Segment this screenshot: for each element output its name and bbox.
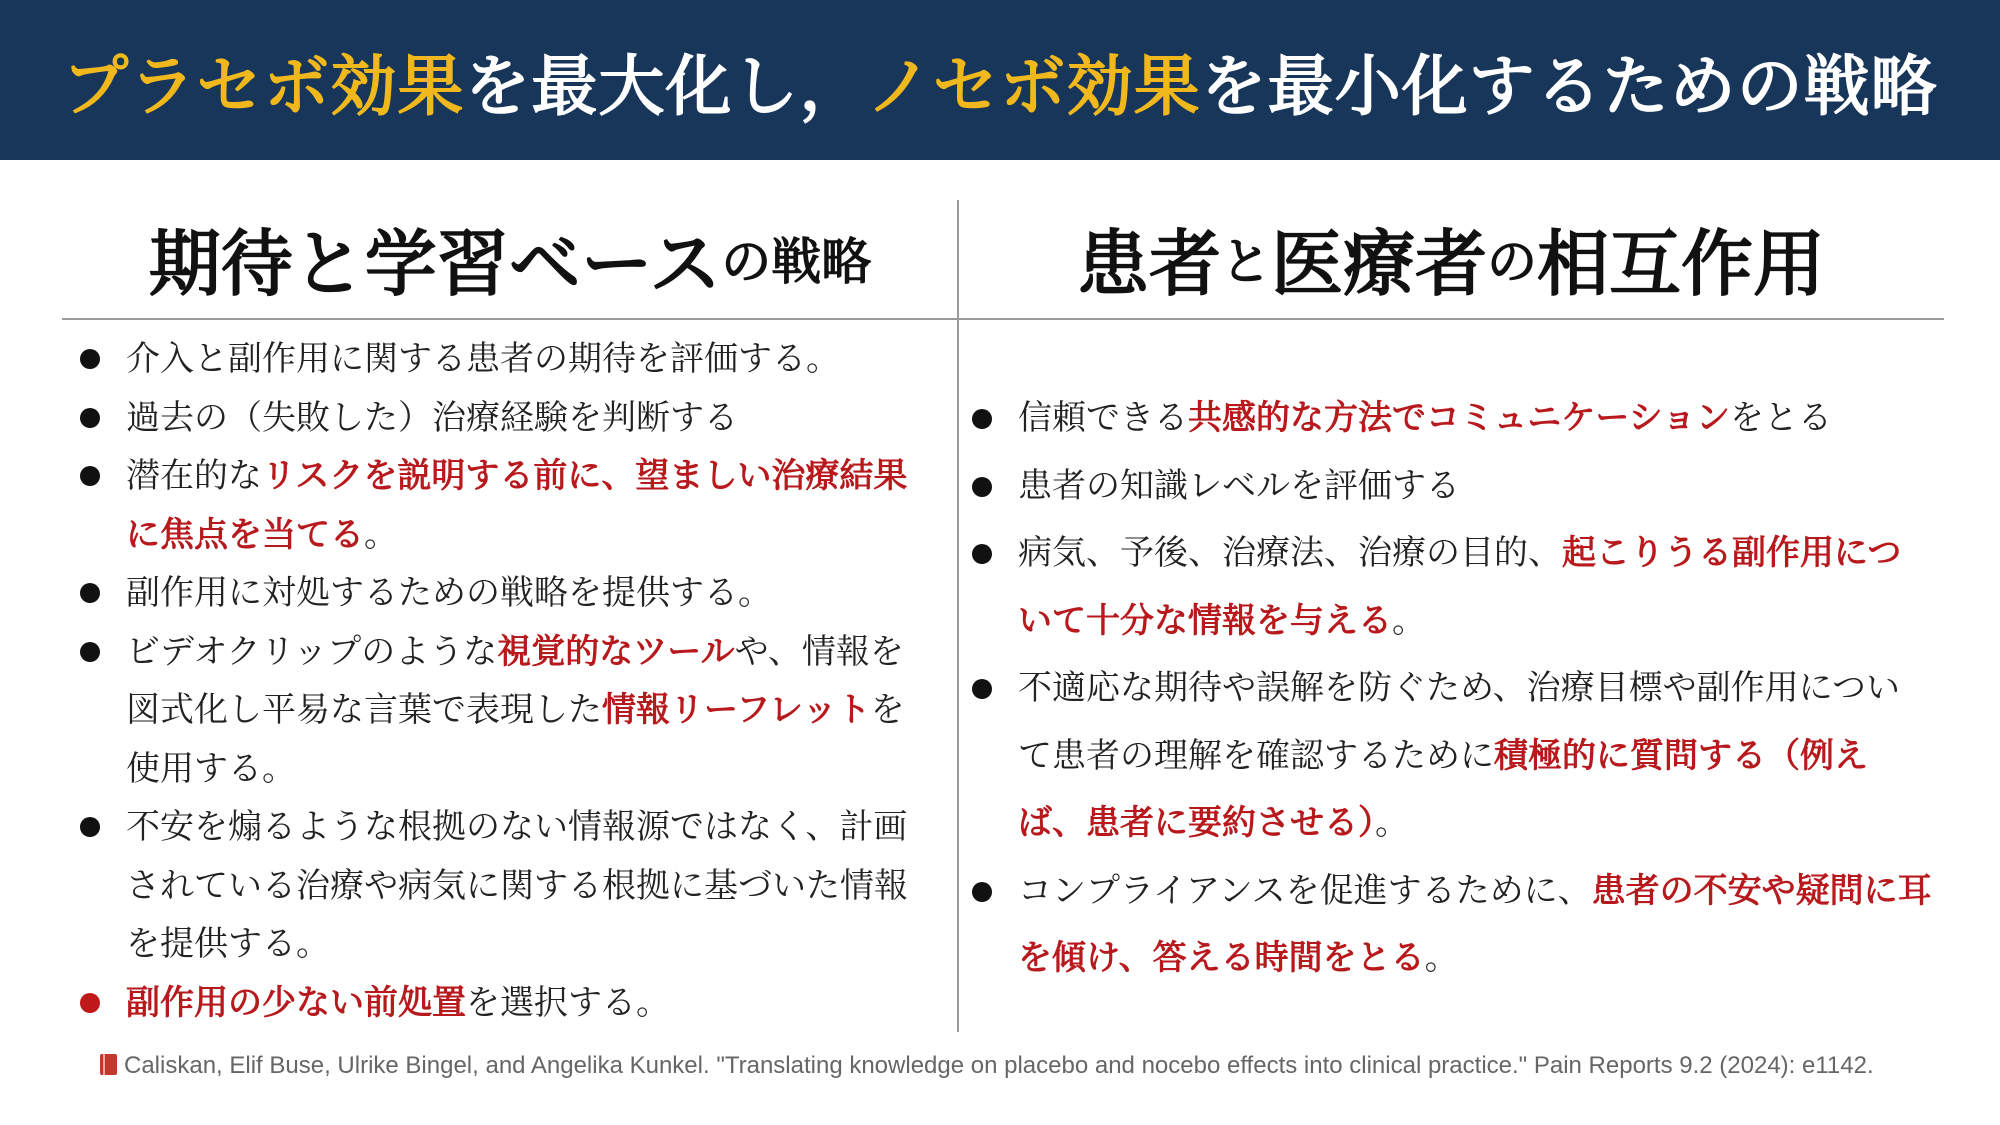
item-text: や、情報を図式化し平易な言葉で表現した — [126, 631, 904, 730]
right-heading-of: の — [1487, 233, 1537, 291]
list-item — [972, 520, 1932, 655]
list-item — [80, 798, 920, 974]
item-text: ビデオクリップのような — [126, 631, 498, 672]
left-bullet-list — [80, 330, 920, 1032]
item-text: コンプライアンスを促進するために、 — [1018, 870, 1592, 911]
item-text: 信頼できる — [1018, 398, 1188, 438]
list-item — [80, 447, 920, 564]
item-text: 介入と副作用に関する患者の期待を評価する。 — [126, 339, 840, 379]
bullet-icon — [80, 993, 100, 1013]
bullet-icon — [972, 882, 992, 902]
right-heading-provider: 医療者 — [1270, 222, 1487, 306]
item-text: 。 — [1375, 803, 1409, 843]
item-text: 過去の（失敗した）治療経験を判断する — [126, 397, 738, 438]
list-item — [80, 623, 920, 799]
list-item — [972, 858, 1932, 993]
bullet-icon — [972, 477, 992, 497]
list-item — [80, 330, 920, 389]
left-column-heading — [62, 208, 958, 308]
item-text: 不安を煽るような根拠のない情報源ではなく、計画されている治療や病気に関する根拠に基づいた情報を提供する。 — [126, 807, 908, 964]
item-text: 副作用に対処するための戦略を提供する。 — [126, 573, 772, 613]
right-column-heading — [958, 208, 1944, 308]
title-banner — [0, 0, 2000, 160]
bullet-icon — [972, 679, 992, 699]
item-emphasis: 共感的な方法でコミュニケーション — [1188, 398, 1730, 438]
item-emphasis: 患者の不安や疑問に耳を傾け、答える時間をとる — [1018, 870, 1932, 978]
item-text: 病気、予後、治療法、治療の目的、 — [1018, 533, 1562, 573]
item-text: を使用する。 — [126, 690, 905, 789]
title-part-minimize: を最小化するための戦略 — [1200, 47, 1938, 125]
bullet-icon — [80, 408, 100, 428]
title-part-maximize: を最大化し， — [464, 47, 867, 125]
bullet-icon — [80, 583, 100, 603]
item-emphasis: 起こりうる副作用について十分な情報を与える — [1018, 533, 1902, 641]
bullet-icon — [972, 544, 992, 564]
book-icon — [100, 1054, 117, 1075]
right-heading-patient: 患者 — [1076, 222, 1221, 306]
bullet-icon — [80, 817, 100, 837]
item-text: 潜在的な — [126, 456, 262, 496]
item-emphasis: 積極的に質問する（例えば、患者に要約させる） — [1018, 735, 1868, 843]
bullet-icon — [972, 409, 992, 429]
left-heading-suffix: の戦略 — [721, 233, 872, 291]
list-item — [972, 655, 1932, 858]
item-emphasis: リスクを説明する前に、望ましい治療結果に焦点を当てる — [126, 456, 908, 555]
vertical-divider — [957, 200, 959, 1032]
list-item — [80, 974, 920, 1033]
list-item — [80, 389, 920, 448]
item-text: 患者の知識レベルを評価する — [1018, 465, 1460, 506]
right-heading-interaction: 相互作用 — [1537, 222, 1826, 306]
right-heading-and: と — [1220, 233, 1271, 291]
item-emphasis: 副作用の少ない前処置 — [126, 982, 466, 1023]
left-heading-main: 期待と学習ベース — [148, 222, 722, 306]
bullet-icon — [80, 642, 100, 662]
bullet-icon — [80, 349, 100, 369]
item-emphasis: 視覚的なツール — [497, 631, 735, 672]
horizontal-divider — [62, 318, 1944, 320]
list-item — [80, 564, 920, 623]
list-item — [972, 385, 1932, 453]
title-part-placebo: プラセボ効果 — [62, 47, 465, 125]
item-text: 。 — [364, 514, 398, 555]
right-bullet-list — [972, 385, 1932, 993]
item-text: 。 — [1392, 600, 1426, 641]
item-text: 。 — [1424, 938, 1459, 978]
item-text: を選択する。 — [466, 982, 670, 1023]
item-text: 不適応な期待や誤解を防ぐため、治療目標や副作用について患者の理解を確認するために — [1018, 668, 1900, 776]
title-part-nocebo: ノセボ効果 — [866, 47, 1201, 125]
item-text: をとる — [1729, 398, 1832, 438]
item-emphasis: 情報リーフレット — [602, 690, 871, 730]
bullet-icon — [80, 466, 100, 486]
citation-text: Caliskan, Elif Buse, Ulrike Bingel, and Angelika Kunkel. "Translating knowledge on placebo and nocebo effects into clinical practice." Pain Reports 9.2 (2024): e1142. — [124, 1052, 1874, 1079]
list-item — [972, 453, 1932, 521]
slide-title — [62, 33, 1937, 128]
